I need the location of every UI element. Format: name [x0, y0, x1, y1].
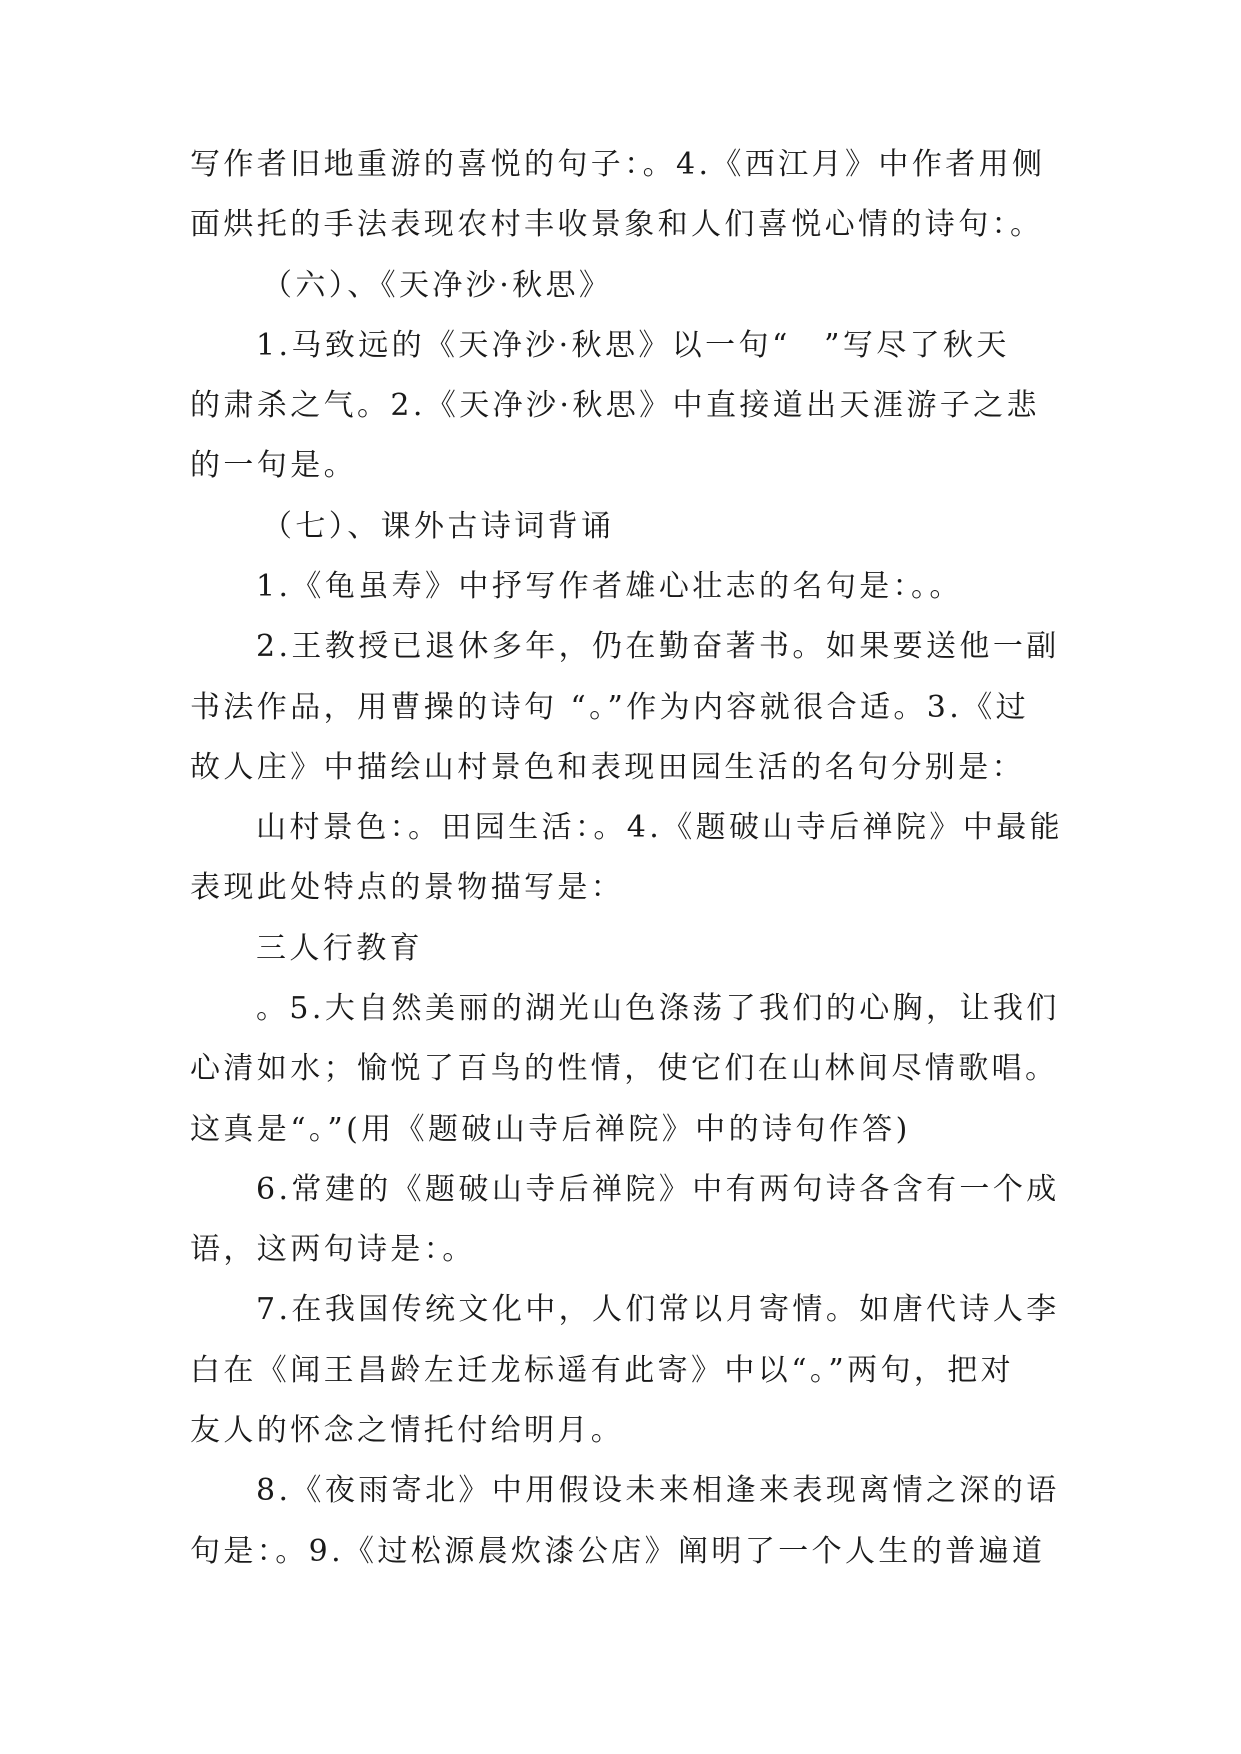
text-line: 6.常建的《题破山寺后禅院》中有两句诗各含有一个成 — [256, 1172, 1060, 1207]
text-line: 白在《闻王昌龄左迁龙标遥有此寄》中以“。”两句，把对 — [190, 1353, 1015, 1388]
text-line: 1.马致远的《天净沙·秋思》以一句“ ”写尽了秋天 — [256, 328, 1010, 363]
text-line: 这真是“。”(用《题破山寺后禅院》中的诗句作答) — [190, 1112, 911, 1147]
text-line: 故人庄》中描绘山村景色和表现田园生活的名句分别是： — [190, 750, 1025, 785]
text-line: 7.在我国传统文化中，人们常以月寄情。如唐代诗人李 — [256, 1292, 1060, 1327]
text-line: 2.王教授已退休多年，仍在勤奋著书。如果要送他一副 — [256, 629, 1060, 664]
text-line: 的一句是。 — [190, 448, 357, 483]
text-line: 心清如水；愉悦了百鸟的性情，使它们在山林间尽情歌唱。 — [190, 1051, 1059, 1086]
text-line: 书法作品，用曹操的诗句 “。”作为内容就很合适。3.《过 — [190, 690, 1030, 725]
text-line: 面烘托的手法表现农村丰收景象和人们喜悦心情的诗句：。 — [190, 207, 1044, 242]
text-line: 表现此处特点的景物描写是： — [190, 870, 625, 905]
text-line: 三人行教育 — [256, 931, 423, 966]
text-line: 写作者旧地重游的喜悦的句子：。4.《西江月》中作者用侧 — [190, 147, 1046, 182]
text-line: 。5.大自然美丽的湖光山色涤荡了我们的心胸，让我们 — [256, 991, 1060, 1026]
text-line: 8.《夜雨寄北》中用假设未来相逢来表现离情之深的语 — [256, 1473, 1060, 1508]
text-line: 友人的怀念之情托付给明月。 — [190, 1413, 625, 1448]
text-line: 山村景色：。田园生活：。4.《题破山寺后禅院》中最能 — [256, 810, 1064, 845]
section-heading: （七）、课外古诗词背诵 — [262, 509, 615, 544]
text-line: 句是：。9.《过松源晨炊漆公店》阐明了一个人生的普遍道 — [190, 1534, 1046, 1569]
text-line: 的肃杀之气。2.《天净沙·秋思》中直接道出天涯游子之悲 — [190, 388, 1040, 423]
section-heading: （六）、《天净沙·秋思》 — [262, 268, 613, 303]
text-line: 1.《龟虽寿》中抒写作者雄心壮志的名句是：。。 — [256, 569, 963, 604]
text-line: 语，这两句诗是：。 — [190, 1232, 476, 1267]
